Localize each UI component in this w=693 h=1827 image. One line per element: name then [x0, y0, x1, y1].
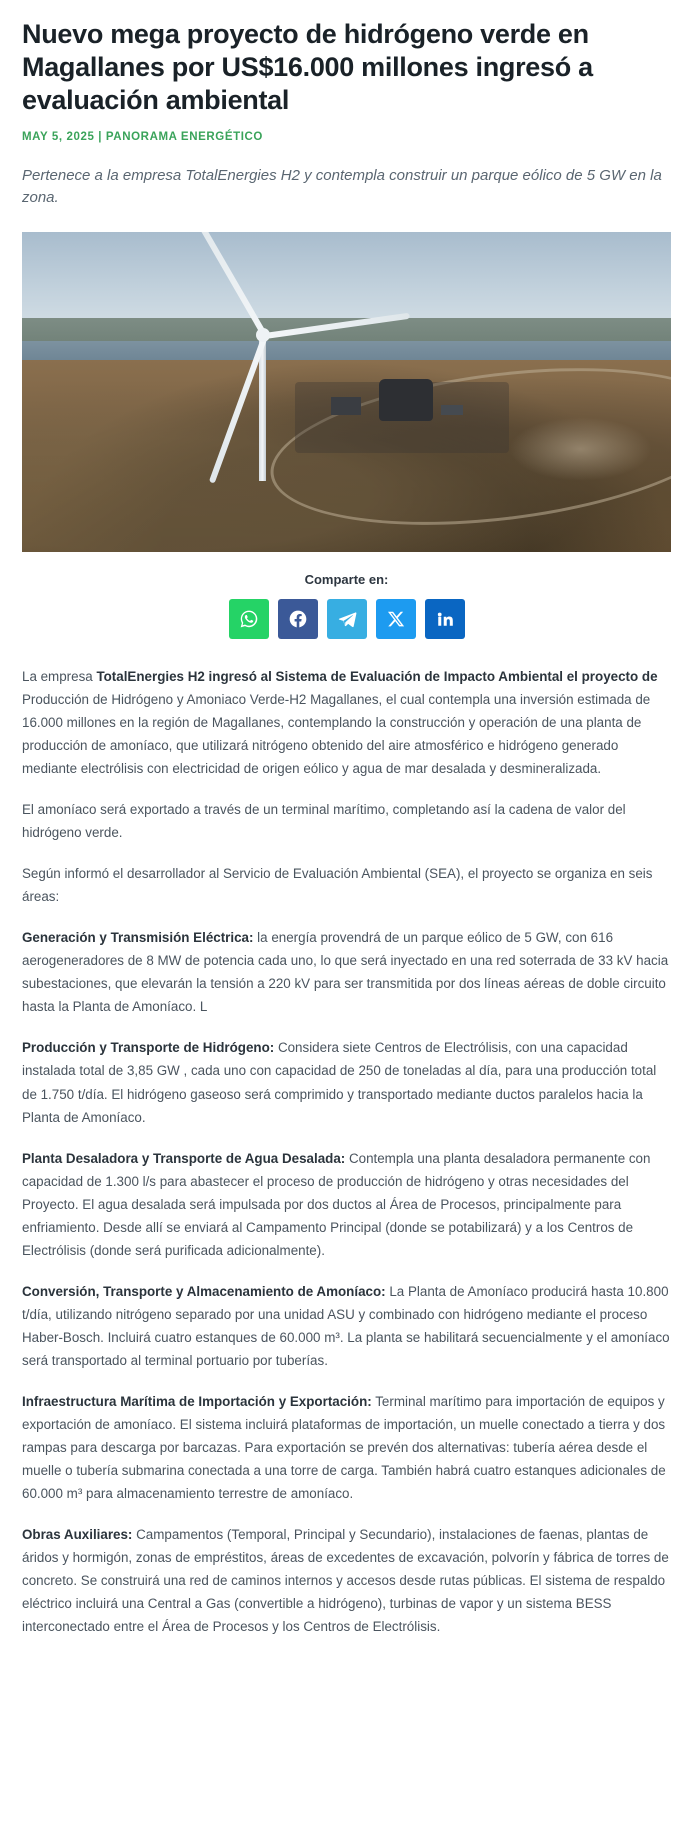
hero-dust-cloud: [509, 417, 652, 481]
share-whatsapp-button[interactable]: [229, 599, 269, 639]
article-category[interactable]: PANORAMA ENERGÉTICO: [105, 130, 263, 143]
paragraph-areas-intro: Según informó el desarrollador al Servicio de Evaluación Ambiental (SEA), el proyecto se organiza en seis áreas:: [22, 866, 653, 905]
twitter-x-icon: [387, 610, 405, 628]
wind-turbine-hub: [256, 328, 270, 342]
paragraph-heading: Producción y Transporte de Hidrógeno:: [22, 1040, 275, 1056]
telegram-icon: [337, 609, 357, 629]
hero-image: [22, 232, 671, 552]
page-title: Nuevo mega proyecto de hidrógeno verde en Magallanes por US$16.000 millones ingresó a evaluación ambiental: [22, 19, 593, 115]
facebook-icon: [288, 609, 308, 629]
paragraph-text: Considera siete Centros de Electrólisis, con una capacidad instalada total de 3,85 GW , cada uno con capacidad de 250 de toneladas al día, para una producción total de 1.750 t/día. El hidrógeno gaseoso será comprimido y transportado mediante ductos paralelos hacia la Planta de Amoníaco.: [22, 1040, 657, 1125]
whatsapp-icon: [239, 609, 259, 629]
article-body: [22, 665, 671, 1639]
article-meta: [22, 131, 671, 143]
share-linkedin-button[interactable]: [425, 599, 465, 639]
paragraph-export: El amoníaco será exportado a través de un terminal marítimo, completando así la cadena de valor del hidrógeno verde.: [22, 802, 626, 841]
paragraph-generacion-transmision: [22, 926, 671, 1018]
paragraph-heading: Generación y Transmisión Eléctrica:: [22, 930, 254, 946]
paragraph-heading: Infraestructura Marítima de Importación y Exportación:: [22, 1394, 372, 1410]
share-telegram-button[interactable]: [327, 599, 367, 639]
paragraph-heading: Obras Auxiliares:: [22, 1527, 133, 1543]
share-twitter-x-button[interactable]: [376, 599, 416, 639]
paragraph-intro: [22, 665, 671, 780]
publish-date: MAY 5, 2025: [22, 130, 95, 143]
paragraph-text: La Planta de Amoníaco producirá hasta 10.800 t/día, utilizando nitrógeno separado por una unidad ASU y combinado con hidrógeno mediante el proceso Haber-Bosch. Incluirá cuatro estanques de 60.000 m³. La planta se habilitará secuencialmente y el amoníaco será transportado al terminal portuario por tuberías.: [22, 1283, 670, 1368]
meta-separator: |: [98, 130, 103, 143]
paragraph-emphasis: TotalEnergies H2 ingresó al Sistema de Evaluación de Impacto Ambiental el proyecto de: [96, 668, 658, 684]
paragraph-text: Contempla una planta desaladora permanente con capacidad de 1.300 l/s para abastecer el proceso de producción de hidrógeno y otras necesidades del Proyecto. El agua desalada será impulsada por dos ductos al Área de Procesos, principalmente para enfriamiento. Desde allí se enviará al Campamento Principal (donde se potabilizará) y a los Centros de Electrólisis (donde será purificada adicionalmente).: [22, 1150, 651, 1258]
paragraph-heading: Conversión, Transporte y Almacenamiento de Amoníaco:: [22, 1283, 386, 1299]
share-facebook-button[interactable]: [278, 599, 318, 639]
paragraph-obras-auxiliares: [22, 1523, 671, 1638]
linkedin-icon: [436, 610, 454, 628]
paragraph-text: Terminal marítimo para importación de equipos y exportación de amoníaco. El sistema incluirá plataformas de importación, un muelle conectado a tierra y dos rampas para descarga por barcazas. Para exportación se prevén dos alternativas: tubería aérea desde el muelle o tubería submarina conectada a una torre de carga. También habrá cuatro estanques adicionales de 60.000 m³ para almacenamiento terrestre de amoníaco.: [22, 1394, 666, 1502]
paragraph-text: la energía provendrá de un parque eólico de 5 GW, con 616 aerogeneradores de 8 MW de potencia cada uno, lo que será inyectado en una red soterrada de 33 kV hacia subestaciones, que elevarán la tensión a 220 kV para ser transmitida por dos líneas aéreas de doble circuito hasta la Planta de Amoníaco. L: [22, 930, 669, 1015]
paragraph-infraestructura-maritima: [22, 1390, 671, 1505]
paragraph-text: Producción de Hidrógeno y Amoniaco Verde-H2 Magallanes, el cual contempla una inversión estimada de 16.000 millones en la región de Magallanes, contemplando la construcción y operación de una planta de producción de amoníaco, que utilizará nitrógeno obtenido del aire atmosférico e hidrógeno generado mediante electrólisis con electricidad de origen eólico y agua de mar desalada y desmineralizada.: [22, 691, 651, 776]
hero-storage-tank: [379, 379, 433, 421]
paragraph-conversion-amoniaco: [22, 1280, 671, 1372]
paragraph-text: La empresa: [22, 668, 97, 684]
share-buttons: [22, 599, 671, 639]
share-label: Comparte en:: [304, 571, 389, 587]
paragraph-heading: Planta Desaladora y Transporte de Agua Desalada:: [22, 1150, 346, 1166]
paragraph-text: Campamentos (Temporal, Principal y Secundario), instalaciones de faenas, plantas de áridos y hormigón, zonas de empréstitos, áreas de excedentes de excavación, polvorín y fábrica de torres de concreto. Se construirá una red de caminos internos y accesos desde rutas públicas. El sistema de respaldo eléctrico incluirá una Central a Gas (convertible a hidrógeno), turbinas de vapor y un sistema BESS interconectado entre el Área de Procesos y los Centros de Electrólisis.: [22, 1527, 669, 1635]
share-section: [22, 572, 671, 639]
article-lede: Pertenece a la empresa TotalEnergies H2 y contempla construir un parque eólico de 5 GW en la zona.: [22, 166, 662, 207]
paragraph-produccion-hidrogeno: [22, 1036, 671, 1128]
paragraph-planta-desaladora: [22, 1147, 671, 1262]
